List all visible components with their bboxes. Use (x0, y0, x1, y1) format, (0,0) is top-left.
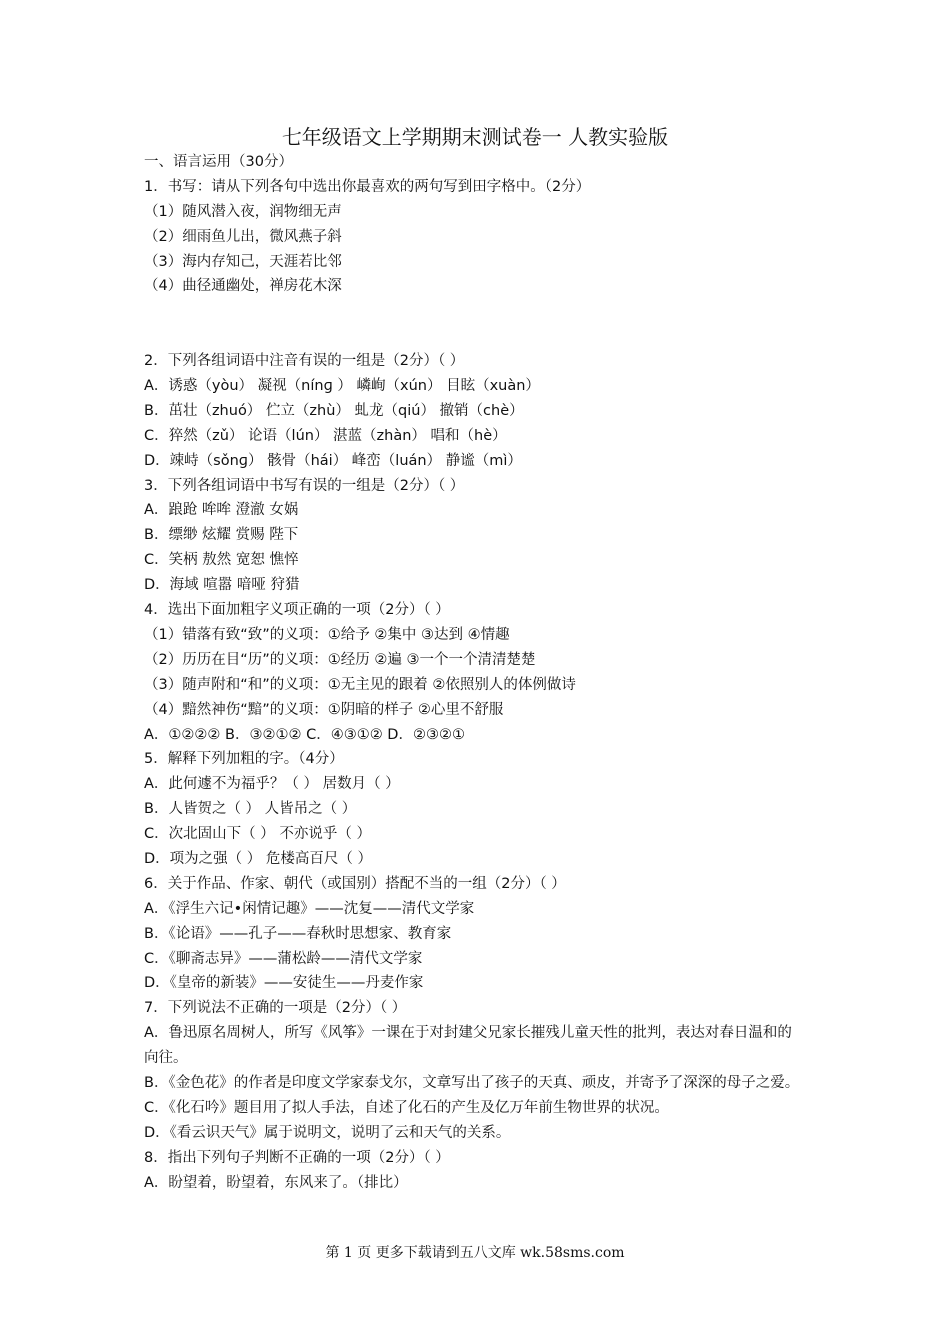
question-7-stem: 7．下列说法不正确的一项是（2分）（ ） (144, 1000, 407, 1017)
question-6-option: C．《聊斋志异》——蒲松龄——清代文学家 (144, 950, 423, 967)
question-4-item: （2）历历在目“历”的义项：①经历 ②遍 ③一个一个清清楚楚 (144, 651, 536, 668)
question-2-option: B．茁壮（zhuó） 伫立（zhù） 虬龙（qiú） 撤销（chè） (144, 402, 524, 419)
question-7-option: A．鲁迅原名周树人，所写《风筝》一课在于对封建父兄家长摧残儿童天性的批判，表达对春日温和的向往。 (144, 1025, 792, 1067)
question-6-option: B．《论语》——孔子——春秋时思想家、教育家 (144, 925, 452, 942)
page-footer: 第 1 页 更多下载请到五八文库 wk.58sms.com (325, 1245, 625, 1261)
question-7-option: D．《看云识天气》属于说明文，说明了云和天气的关系。 (144, 1124, 511, 1141)
question-2-option: D．竦峙（sǒnɡ） 骸骨（hái） 峰峦（luán） 静谧（mì） (144, 452, 522, 469)
question-3-stem: 3．下列各组词语中书写有误的一组是（2分）（ ） (144, 477, 465, 494)
question-8-stem: 8．指出下列句子判断不正确的一项（2分）（ ） (144, 1149, 450, 1166)
section-heading: 一、语言运用（30分） (144, 154, 293, 170)
question-1-stem: 1．书写：请从下列各句中选出你最喜欢的两句写到田字格中。（2分） (144, 178, 591, 195)
question-6-stem: 6．关于作品、作家、朝代（或国别）搭配不当的一组（2分）（ ） (144, 875, 566, 892)
question-1-item: （3）海内存知己，天涯若比邻 (144, 253, 342, 270)
question-5-option: C．次北固山下（ ） 不亦说乎（ ） (144, 826, 371, 843)
question-4-item: （1）错落有致“致”的义项：①给予 ②集中 ③达到 ④情趣 (144, 626, 510, 643)
question-3-option: B．缥缈 炫耀 赏赐 陛下 (144, 527, 299, 544)
question-4-item: （4）黯然神伤“黯”的义项：①阴暗的样子 ②心里不舒服 (144, 701, 504, 718)
question-5-stem: 5．解释下列加粗的字。（4分） (144, 751, 344, 768)
question-4-answer-options: A．①②②② B．③②①② C．④③①② D．②③②① (144, 726, 465, 743)
document-body (144, 150, 804, 1195)
question-1-item: （1）随风潜入夜，润物细无声 (144, 203, 342, 220)
question-5-option: A．此何遽不为福乎？（ ） 居数月（ ） (144, 776, 400, 793)
question-1-item: （2）细雨鱼儿出，微风燕子斜 (144, 228, 342, 245)
question-6-option: D．《皇帝的新装》——安徒生——丹麦作家 (144, 975, 424, 992)
question-7-option: C．《化石吟》题目用了拟人手法，自述了化石的产生及亿万年前生物世界的状况。 (144, 1099, 669, 1116)
question-7-option: B．《金色花》的作者是印度文学家泰戈尔，文章写出了孩子的天真、顽皮，并寄予了深深的母子之爱。 (144, 1075, 800, 1091)
blank-space (144, 299, 804, 349)
question-3-option: C．笑柄 敖然 宽恕 憔悴 (144, 552, 299, 569)
question-1-item: （4）曲径通幽处，禅房花木深 (144, 278, 342, 295)
question-5-option: D．项为之强（ ） 危楼高百尺（ ） (144, 850, 372, 867)
question-8-option: A．盼望着，盼望着，东风来了。（排比） (144, 1174, 408, 1191)
question-3-option: A．踉跄 哞哞 澄澈 女娲 (144, 502, 299, 519)
question-4-stem: 4．选出下面加粗字义项正确的一项（2分）（ ） (144, 602, 450, 619)
question-4-item: （3）随声附和“和”的义项：①无主见的跟着 ②依照别人的体例做诗 (144, 676, 576, 693)
question-2-option: C．猝然（zǔ） 论语（lún） 湛蓝（zhàn） 唱和（hè） (144, 427, 507, 444)
question-3-option: D．海域 喧嚣 喑哑 狩猎 (144, 577, 300, 594)
question-5-option: B．人皆贺之（ ） 人皆吊之（ ） (144, 801, 357, 818)
question-6-option: A．《浮生六记•闲情记趣》——沈复——清代文学家 (144, 900, 475, 917)
question-2-option: A．诱惑（yòu） 凝视（nínɡ ） 嶙峋（xún） 目眩（xuàn） (144, 378, 540, 395)
question-2-stem: 2．下列各组词语中注音有误的一组是（2分）（ ） (144, 353, 465, 370)
page-title: 七年级语文上学期期末测试卷一 人教实验版 (281, 125, 669, 149)
